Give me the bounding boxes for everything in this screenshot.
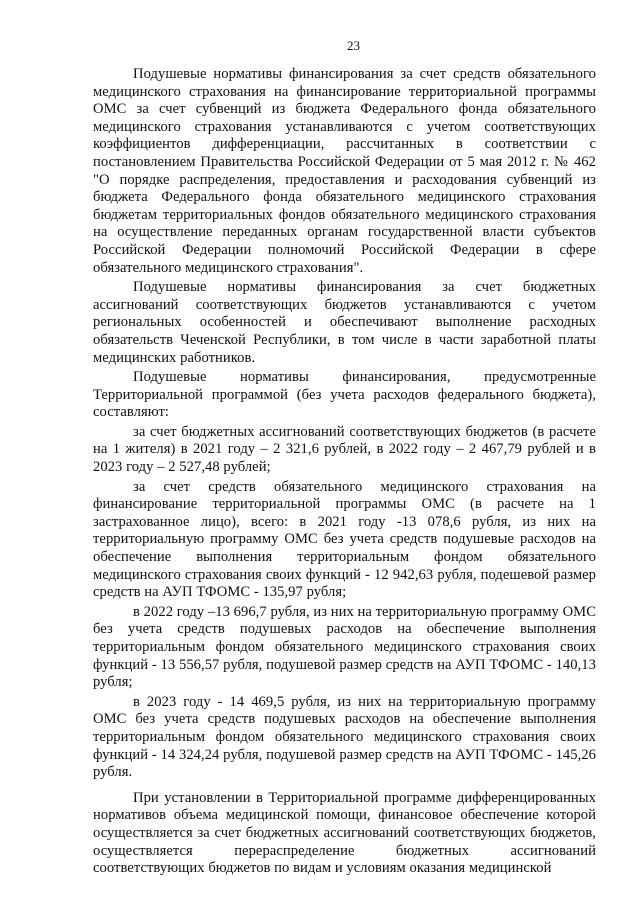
paragraph-omc-2021: за счет средств обязательного медицинского страхования на финансирование территориальной программы ОМС (в расчете на 1 застрахованное лицо), всего: в 2021 году -13 078,6 рубля, из них на территориальную программу ОМС без учета средств подушевые расходов на обеспечение выполнения территориальным фондом обязательного медицинского страхования своих функций - 12 942,63 рубля, подешевой размер средств на АУП ТФОМС - 135,97 рубля; [93, 478, 596, 601]
paragraph-omc-2022: в 2022 году –13 696,7 рубля, из них на территориальную программу ОМС без учета средств подушевых расходов на обеспечение выполнения территориальным фондом обязательного медицинского страхования своих функций - 13 556,57 рубля, подушевой размер средств на АУП ТФОМС - 140,13 рубля; [93, 603, 596, 691]
paragraph-differentiated-norms: При установлении в Территориальной программе дифференцированных нормативов объема медицинской помощи, финансовое обеспечение которой осуществляется за счет бюджетных ассигнований соответствующих бюджетов, осуществляется перераспределение бюджетных ассигнований соответствующих бюджетов по видам и условиям оказания медицинской [93, 789, 596, 877]
paragraph-budget-norms: Подушевые нормативы финансирования за счет бюджетных ассигнований соответствующих бюджетов устанавливаются с учетом региональных особенностей и обеспечивают выполнение расходных обязательств Чеченской Республики, в том числе в части заработной платы медицинских работников. [93, 279, 596, 366]
paragraph-omc-2023: в 2023 году - 14 469,5 рубля, из них на территориальную программу ОМС без учета средств подушевых расходов на обеспечение выполнения территориальным фондом обязательного медицинского страхования своих функций - 14 324,24 рубля, подушевой размер средств на АУП ТФОМС - 145,26 рубля. [93, 693, 596, 781]
paragraph-budget-per-resident: за счет бюджетных ассигнований соответствующих бюджетов (в расчете на 1 жителя) в 2021 году – 2 321,6 рублей, в 2022 году – 2 467,79 рублей и в 2023 году – 2 527,48 рублей; [93, 423, 596, 476]
paragraph-program-norms: Подушевые нормативы финансирования, предусмотренные Территориальной программой (без учета расходов федерального бюджета), составляют: [93, 369, 596, 421]
paragraph-omc-norms: Подушевые нормативы финансирования за счет средств обязательного медицинского страхования на финансирование территориальной программы ОМС за счет субвенций из бюджета Федерального фонда обязательного медицинского страхования устанавливаются с учетом соответствующих коэффициентов дифференциации, рассчитанных в соответствии с постановлением Правительства Российской Федерации от 5 мая 2012 г. № 462 "О порядке распределения, предоставления и расходования субвенций из бюджета Федерального фонда обязательного медицинского страхования бюджетам территориальных фондов обязательного медицинского страхования на осуществление переданных органам государственной власти субъектов Российской Федерации полномочий Российской Федерации в сфере обязательного медицинского страхования". [93, 66, 596, 276]
page-number: 23 [347, 38, 360, 53]
